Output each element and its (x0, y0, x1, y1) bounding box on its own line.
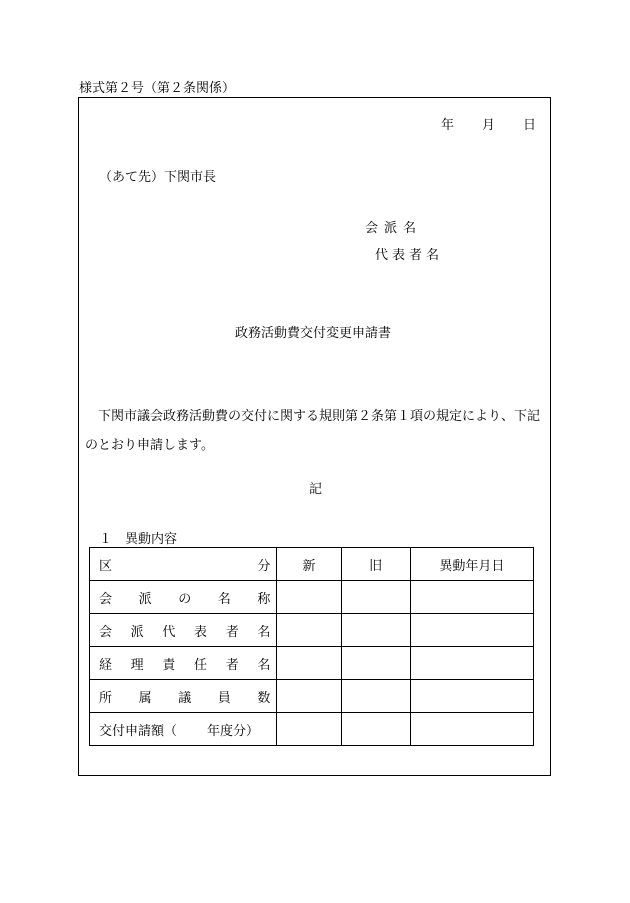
row-label-char: の (178, 591, 192, 607)
row-label-char: 属 (138, 690, 152, 706)
new-cell[interactable] (277, 680, 341, 713)
row-label-char: 会 (99, 624, 113, 640)
fiscal-suffix: 年度分） (207, 723, 260, 739)
new-cell[interactable] (277, 647, 341, 680)
representative-label: 代表者名 (375, 248, 444, 263)
row-label-char: 任 (194, 657, 208, 673)
table-row-fiscal (90, 713, 534, 746)
row-label-char: 名 (257, 624, 271, 640)
row-label-char: 数 (257, 690, 271, 706)
row-label-char: 経 (99, 657, 113, 673)
table-header-row (90, 548, 534, 581)
row-label-char: 名 (257, 657, 271, 673)
header-category-right: 分 (257, 558, 271, 574)
row-label-char: 名 (217, 591, 231, 607)
date-month: 月 (482, 118, 496, 133)
table-row (90, 680, 534, 713)
header-old: 旧 (341, 548, 410, 581)
new-cell[interactable] (277, 713, 341, 746)
row-label-char: 会 (99, 591, 113, 607)
header-category (90, 548, 277, 581)
new-cell[interactable] (277, 581, 341, 614)
row-label-char: 派 (130, 624, 144, 640)
row-label-char: 称 (257, 591, 271, 607)
body-text: 下関市議会政務活動費の交付に関する規則第２条第１項の規定により、下記のとおり申請します。 (85, 409, 541, 453)
row-label (90, 614, 277, 647)
date-day: 日 (523, 118, 537, 133)
change-date-cell[interactable] (410, 647, 533, 680)
recipient: （あて先）下関市長 (99, 170, 217, 185)
change-date-cell[interactable] (410, 680, 533, 713)
row-label-char: 員 (217, 690, 231, 706)
section-heading: １ 異動内容 (99, 532, 178, 547)
old-cell[interactable] (341, 713, 410, 746)
party-name-label: 会派名 (365, 221, 423, 236)
header-change-date: 異動年月日 (410, 548, 533, 581)
table-row (90, 647, 534, 680)
row-label-char: 者 (225, 624, 239, 640)
change-date-cell[interactable] (410, 614, 533, 647)
change-date-cell[interactable] (410, 713, 533, 746)
document-title: 政務活動費交付変更申請書 (235, 326, 392, 341)
fiscal-prefix: 交付申請額（ (99, 723, 178, 739)
row-label-char: 所 (99, 690, 113, 706)
row-label-char: 理 (130, 657, 144, 673)
change-date-cell[interactable] (410, 581, 533, 614)
row-label-char: 代 (162, 624, 176, 640)
table-row (90, 614, 534, 647)
form-number-label: 様式第２号（第２条関係） (79, 81, 236, 96)
old-cell[interactable] (341, 614, 410, 647)
row-label-char: 者 (225, 657, 239, 673)
fiscal-label (90, 713, 277, 746)
old-cell[interactable] (341, 647, 410, 680)
row-label-char: 議 (178, 690, 192, 706)
row-label (90, 647, 277, 680)
row-label-char: 表 (194, 624, 208, 640)
date-line (441, 119, 536, 132)
old-cell[interactable] (341, 680, 410, 713)
ki-marker: 記 (309, 482, 323, 497)
new-cell[interactable] (277, 614, 341, 647)
header-category-left: 区 (99, 558, 113, 574)
header-new: 新 (277, 548, 341, 581)
table-row (90, 581, 534, 614)
row-label-char: 責 (162, 657, 176, 673)
row-label (90, 581, 277, 614)
row-label-char: 派 (138, 591, 152, 607)
change-table (89, 547, 534, 746)
row-label (90, 680, 277, 713)
old-cell[interactable] (341, 581, 410, 614)
date-year: 年 (441, 118, 455, 133)
